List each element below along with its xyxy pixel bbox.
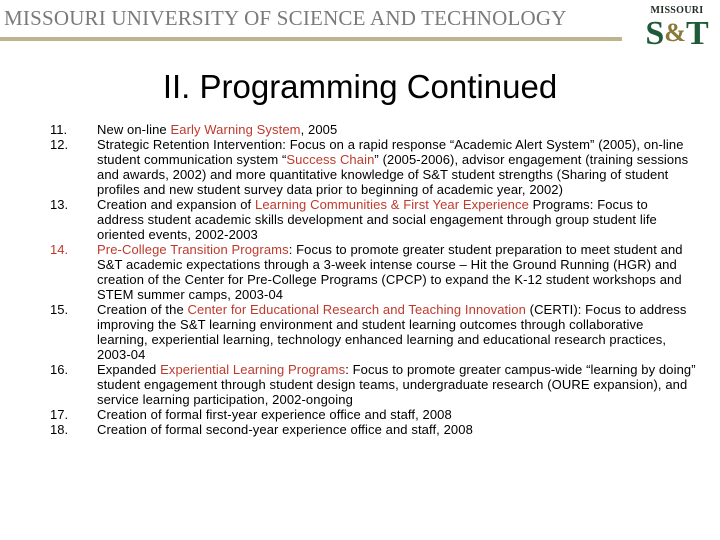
item-text (97, 197, 697, 242)
list-item (0, 197, 720, 242)
item-text-pre: Creation and expansion of (97, 197, 255, 212)
item-text-post: ” (2005-2006), advisor engagement (training sessions and awards, 2002) and more quantitative knowledge of S&T student strengths (Sharing of student profiles and new student survey data prior to beginning of academic year, 2002) (97, 152, 689, 197)
list-item (0, 407, 720, 422)
item-number: 13. (50, 197, 69, 212)
item-number: 15. (50, 302, 69, 317)
item-number: 14. (50, 242, 69, 257)
item-text-post: : Focus to promote greater campus-wide “learning by doing” student engagement through student design teams, undergraduate research (OURE expansion), and service learning participation, 2002-ongoing (97, 362, 696, 407)
list-item (0, 122, 720, 137)
item-text-pre: Expanded (97, 362, 161, 377)
item-highlight: Pre-College Transition Programs (97, 242, 289, 257)
list-item (0, 137, 720, 197)
item-text (97, 137, 697, 197)
item-number: 11. (50, 122, 68, 137)
list-item (0, 422, 720, 437)
item-highlight: Experiential Learning Programs (160, 362, 346, 377)
item-text-pre: New on-line (97, 122, 171, 137)
item-number: 18. (50, 422, 69, 437)
logo-monogram (640, 15, 714, 55)
item-text-pre: Creation of formal second-year experience office and staff, 2008 (97, 422, 473, 437)
item-text-pre: Creation of formal first-year experience office and staff, 2008 (97, 407, 452, 422)
logo-t: T (685, 15, 709, 52)
university-name: MISSOURI UNIVERSITY OF SCIENCE AND TECHNOLOGY (4, 6, 567, 30)
item-highlight: Learning Communities & First Year Experience (254, 197, 529, 212)
item-number: 17. (50, 407, 69, 422)
logo-wordmark: MISSOURI (650, 5, 704, 16)
item-text (97, 422, 697, 437)
item-text (97, 242, 697, 302)
university-logo (640, 3, 714, 63)
item-text-post: , 2005 (300, 122, 338, 137)
item-number: 16. (50, 362, 69, 377)
item-text-post: : Focus to promote greater student preparation to meet student and S&T academic expectations through a 3-week intense course – Hit the Ground Running (HGR) and creation of the Center for Pre-College Programs (CPCP) to expand the K-12 student workshops and STEM summer camps, 2003-04 (97, 242, 683, 302)
item-text-pre: Creation of the (97, 302, 188, 317)
item-text-pre: Strategic Retention Intervention: Focus on a rapid response “Academic Alert System” (2005), on-line student communication system “ (97, 137, 684, 167)
slide-title: II. Programming Continued (162, 68, 558, 105)
item-text (97, 302, 697, 362)
item-text-post: Programs: Focus to address student academic skills development and social engagement through group student life oriented events, 2002-2003 (97, 197, 657, 242)
item-highlight: Success Chain (286, 152, 375, 167)
logo-s: S (645, 15, 665, 52)
item-text (97, 362, 697, 407)
list-item (0, 302, 720, 362)
item-highlight: Center for Educational Research and Teaching Innovation (187, 302, 526, 317)
logo-ampersand: & (664, 18, 686, 47)
item-text (97, 407, 697, 422)
item-text (97, 122, 697, 137)
item-text-post: (CERTI): Focus to address improving the S&T learning environment and student learning outcomes through collaborative learning, experiential learning, technology enhanced learning and educational research practices, 2003-04 (97, 302, 687, 362)
item-number: 12. (50, 137, 69, 152)
item-highlight: Early Warning System (170, 122, 301, 137)
programming-list (0, 122, 720, 437)
list-item (0, 242, 720, 302)
list-item (0, 362, 720, 407)
header-divider (0, 37, 622, 41)
